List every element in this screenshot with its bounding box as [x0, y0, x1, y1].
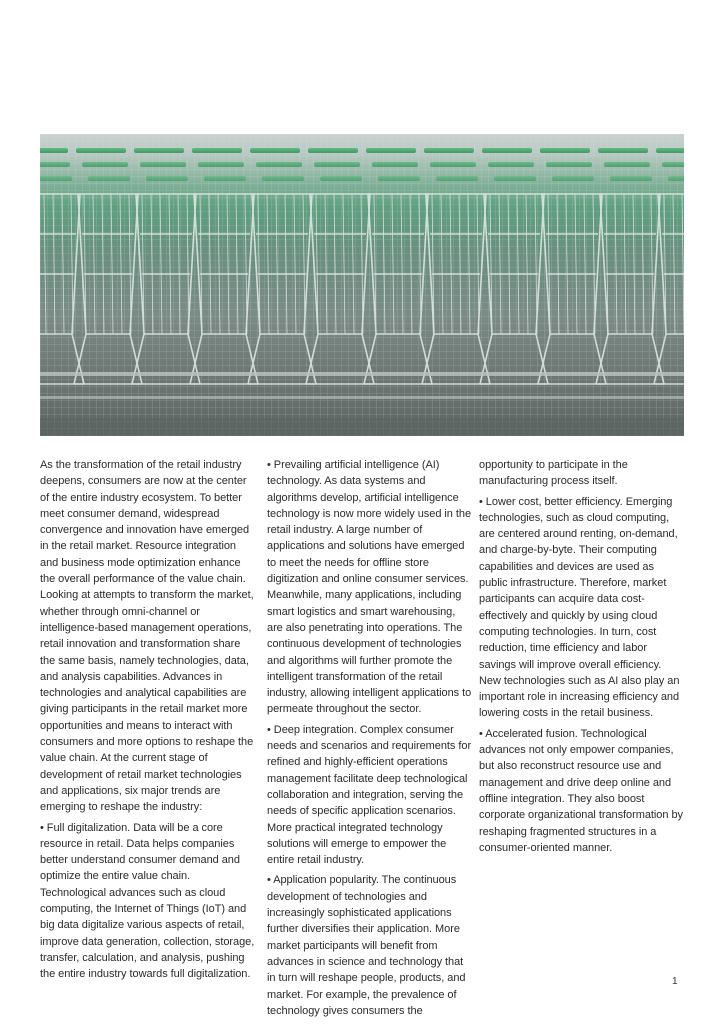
- continuation-paragraph: opportunity to participate in the manufacturing process itself.: [479, 459, 628, 488]
- intro-paragraph: As the transformation of the retail industry deepens, consumers are now at the center of the entire industry ecosystem. To better meet consumer demand, widespread convergence and innovation have emerged in the retail market. Resource integration and business mode optimization enhance the overall performance of the value chain. Looking at attempts to transform the market, whether through omni-channel or intelligence-based management operations, retail innovation and transformation share the same basis, namely technologies, data, and analysis capabilities. Advances in technologies and analytical capabilities are giving participants in the retail market more opportunities and means to interact with consumers and more options to reshape the value chain. At the current stage of development of retail market technologies and applications, six major trends are emerging to reshape the industry:: [40, 459, 254, 814]
- hero-image-shopping-carts: [40, 134, 684, 436]
- trend-application-popularity: • Application popularity. The continuous development of technologies and increasingly sophisticated applications further diversifies their application. More market participants will benefit from advances in science and technology that in turn will reshape people, products, and market. For example, the prevalence of technology gives consumers the: [267, 874, 466, 1017]
- trend-full-digitalization: • Full digitalization. Data will be a core resource in retail. Data helps companies better understand consumer demand and optimize the entire value chain. Technological advances such as cloud computing, the Internet of Things (IoT) and big data digitalize various aspects of retail, improve data generation, collection, storage, transfer, calculation, and analysis, pushing the entire industry towards full digitalization.: [40, 821, 255, 981]
- text-column-3: [479, 457, 685, 860]
- trend-accelerated-fusion: • Accelerated fusion. Technological advances not only empower companies, but also reconstruct resource use and management and drive deep online and offline integration. They also boost corporate organizational transformation by reshaping fragmented structures in a consumer-oriented manner.: [479, 727, 683, 854]
- shopping-carts-illustration: [40, 134, 684, 436]
- text-column-1: [40, 457, 256, 987]
- text-column-2: [267, 457, 473, 1023]
- trend-deep-integration: • Deep integration. Complex consumer needs and scenarios and requirements for refined and highly-efficient operations management facilitate deep technological collaboration and integration, serving the needs of specific application scenarios. More practical integrated technology solutions will emerge to empower the entire retail industry.: [267, 723, 472, 867]
- trend-ai-technology: • Prevailing artificial intelligence (AI) technology. As data systems and algorithms develop, artificial intelligence technology is now more widely used in the retail industry. A large number of applications and solutions have emerged to meet the needs for offline store digitization and online consumer services. Meanwhile, many applications, including smart logistics and smart warehousing, are also penetrating into operations. The continuous development of technologies and algorithms will further promote the intelligent transformation of the retail industry, allowing intelligent applications to permeate throughout the sector.: [267, 459, 472, 716]
- trend-lower-cost: • Lower cost, better efficiency. Emerging technologies, such as cloud computing, are centered around renting, on-demand, and charge-by-byte. Their computing capabilities and devices are used as public infrastructure. Therefore, market participants can acquire data cost-effectively and quickly by using cloud computing technologies. In turn, cost reduction, time efficiency and labor savings will improve overall efficiency. New technologies such as AI also play an important role in increasing efficiency and lowering costs in the retail business.: [479, 495, 680, 720]
- page-number: 1: [672, 976, 678, 987]
